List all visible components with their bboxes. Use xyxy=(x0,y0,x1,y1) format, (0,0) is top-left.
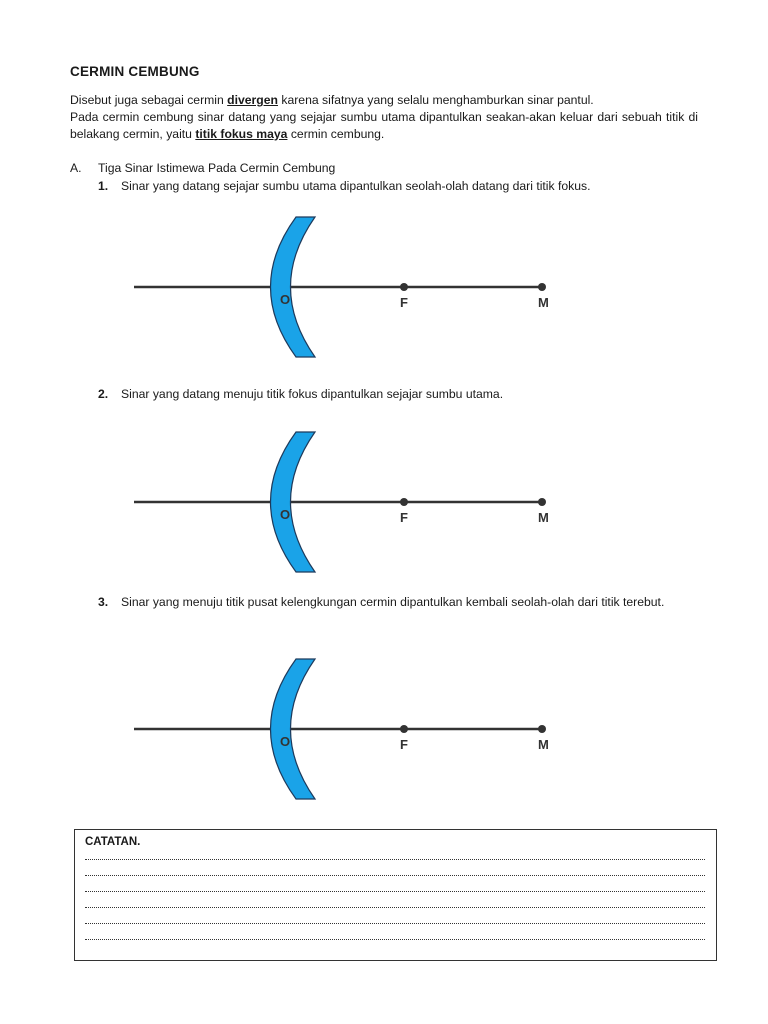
item-number: 1. xyxy=(98,179,109,193)
convex-mirror-diagram xyxy=(120,212,570,362)
intro-text: Disebut juga sebagai cermin xyxy=(70,93,228,107)
label-m: M xyxy=(538,510,549,525)
note-line[interactable] xyxy=(85,906,705,908)
focus-point xyxy=(400,498,408,506)
focus-point xyxy=(400,283,408,291)
note-line[interactable] xyxy=(85,890,705,892)
label-m: M xyxy=(538,295,549,310)
term-divergen: divergen xyxy=(227,93,278,107)
intro-text: cermin cembung. xyxy=(287,127,385,141)
label-f: F xyxy=(400,510,408,525)
list-item xyxy=(98,593,698,611)
label-f: F xyxy=(400,295,408,310)
notes-title: CATATAN. xyxy=(85,836,141,848)
section-a-heading xyxy=(70,161,335,175)
curvature-point xyxy=(538,725,546,733)
convex-mirror-diagram xyxy=(120,427,570,577)
intro-text: Pada cermin cembung sinar datang yang sejajar sumbu utama dipantulkan seakan-akan keluar dari sebuah titik di belakang cermin, yaitu xyxy=(70,110,698,141)
intro-paragraph-2 xyxy=(70,109,698,143)
mirror-diagram-svg xyxy=(120,427,570,577)
note-line[interactable] xyxy=(85,874,705,876)
item-number: 2. xyxy=(98,387,109,401)
item-number: 3. xyxy=(98,595,109,609)
label-o: O xyxy=(280,292,291,307)
label-m: M xyxy=(538,737,549,752)
item-text: Sinar yang datang menuju titik fokus dipantulkan sejajar sumbu utama. xyxy=(121,387,504,401)
item-text: Sinar yang menuju titik pusat kelengkungan cermin dipantulkan kembali seolah-olah dari titik terebut. xyxy=(121,595,665,609)
intro-paragraph-1 xyxy=(70,92,698,109)
curvature-point xyxy=(538,283,546,291)
section-title: Tiga Sinar Istimewa Pada Cermin Cembung xyxy=(98,161,336,175)
term-titik-fokus-maya: titik fokus maya xyxy=(195,127,288,141)
note-line[interactable] xyxy=(85,858,705,860)
note-line[interactable] xyxy=(85,922,705,924)
focus-point xyxy=(400,725,408,733)
convex-mirror-diagram xyxy=(120,654,570,804)
item-text: Sinar yang datang sejajar sumbu utama dipantulkan seolah-olah datang dari titik fokus. xyxy=(121,179,591,193)
label-f: F xyxy=(400,737,408,752)
label-o: O xyxy=(280,507,291,522)
curvature-point xyxy=(538,498,546,506)
intro-text: karena sifatnya yang selalu menghamburkan sinar pantul. xyxy=(277,93,594,107)
label-o: O xyxy=(280,734,291,749)
list-item xyxy=(98,177,698,195)
mirror-diagram-svg xyxy=(120,654,570,804)
note-line[interactable] xyxy=(85,938,705,940)
list-item xyxy=(98,385,698,403)
notes-box xyxy=(74,829,717,961)
page-title: CERMIN CEMBUNG xyxy=(70,64,200,79)
mirror-diagram-svg xyxy=(120,212,570,362)
section-label: A. xyxy=(70,161,82,175)
